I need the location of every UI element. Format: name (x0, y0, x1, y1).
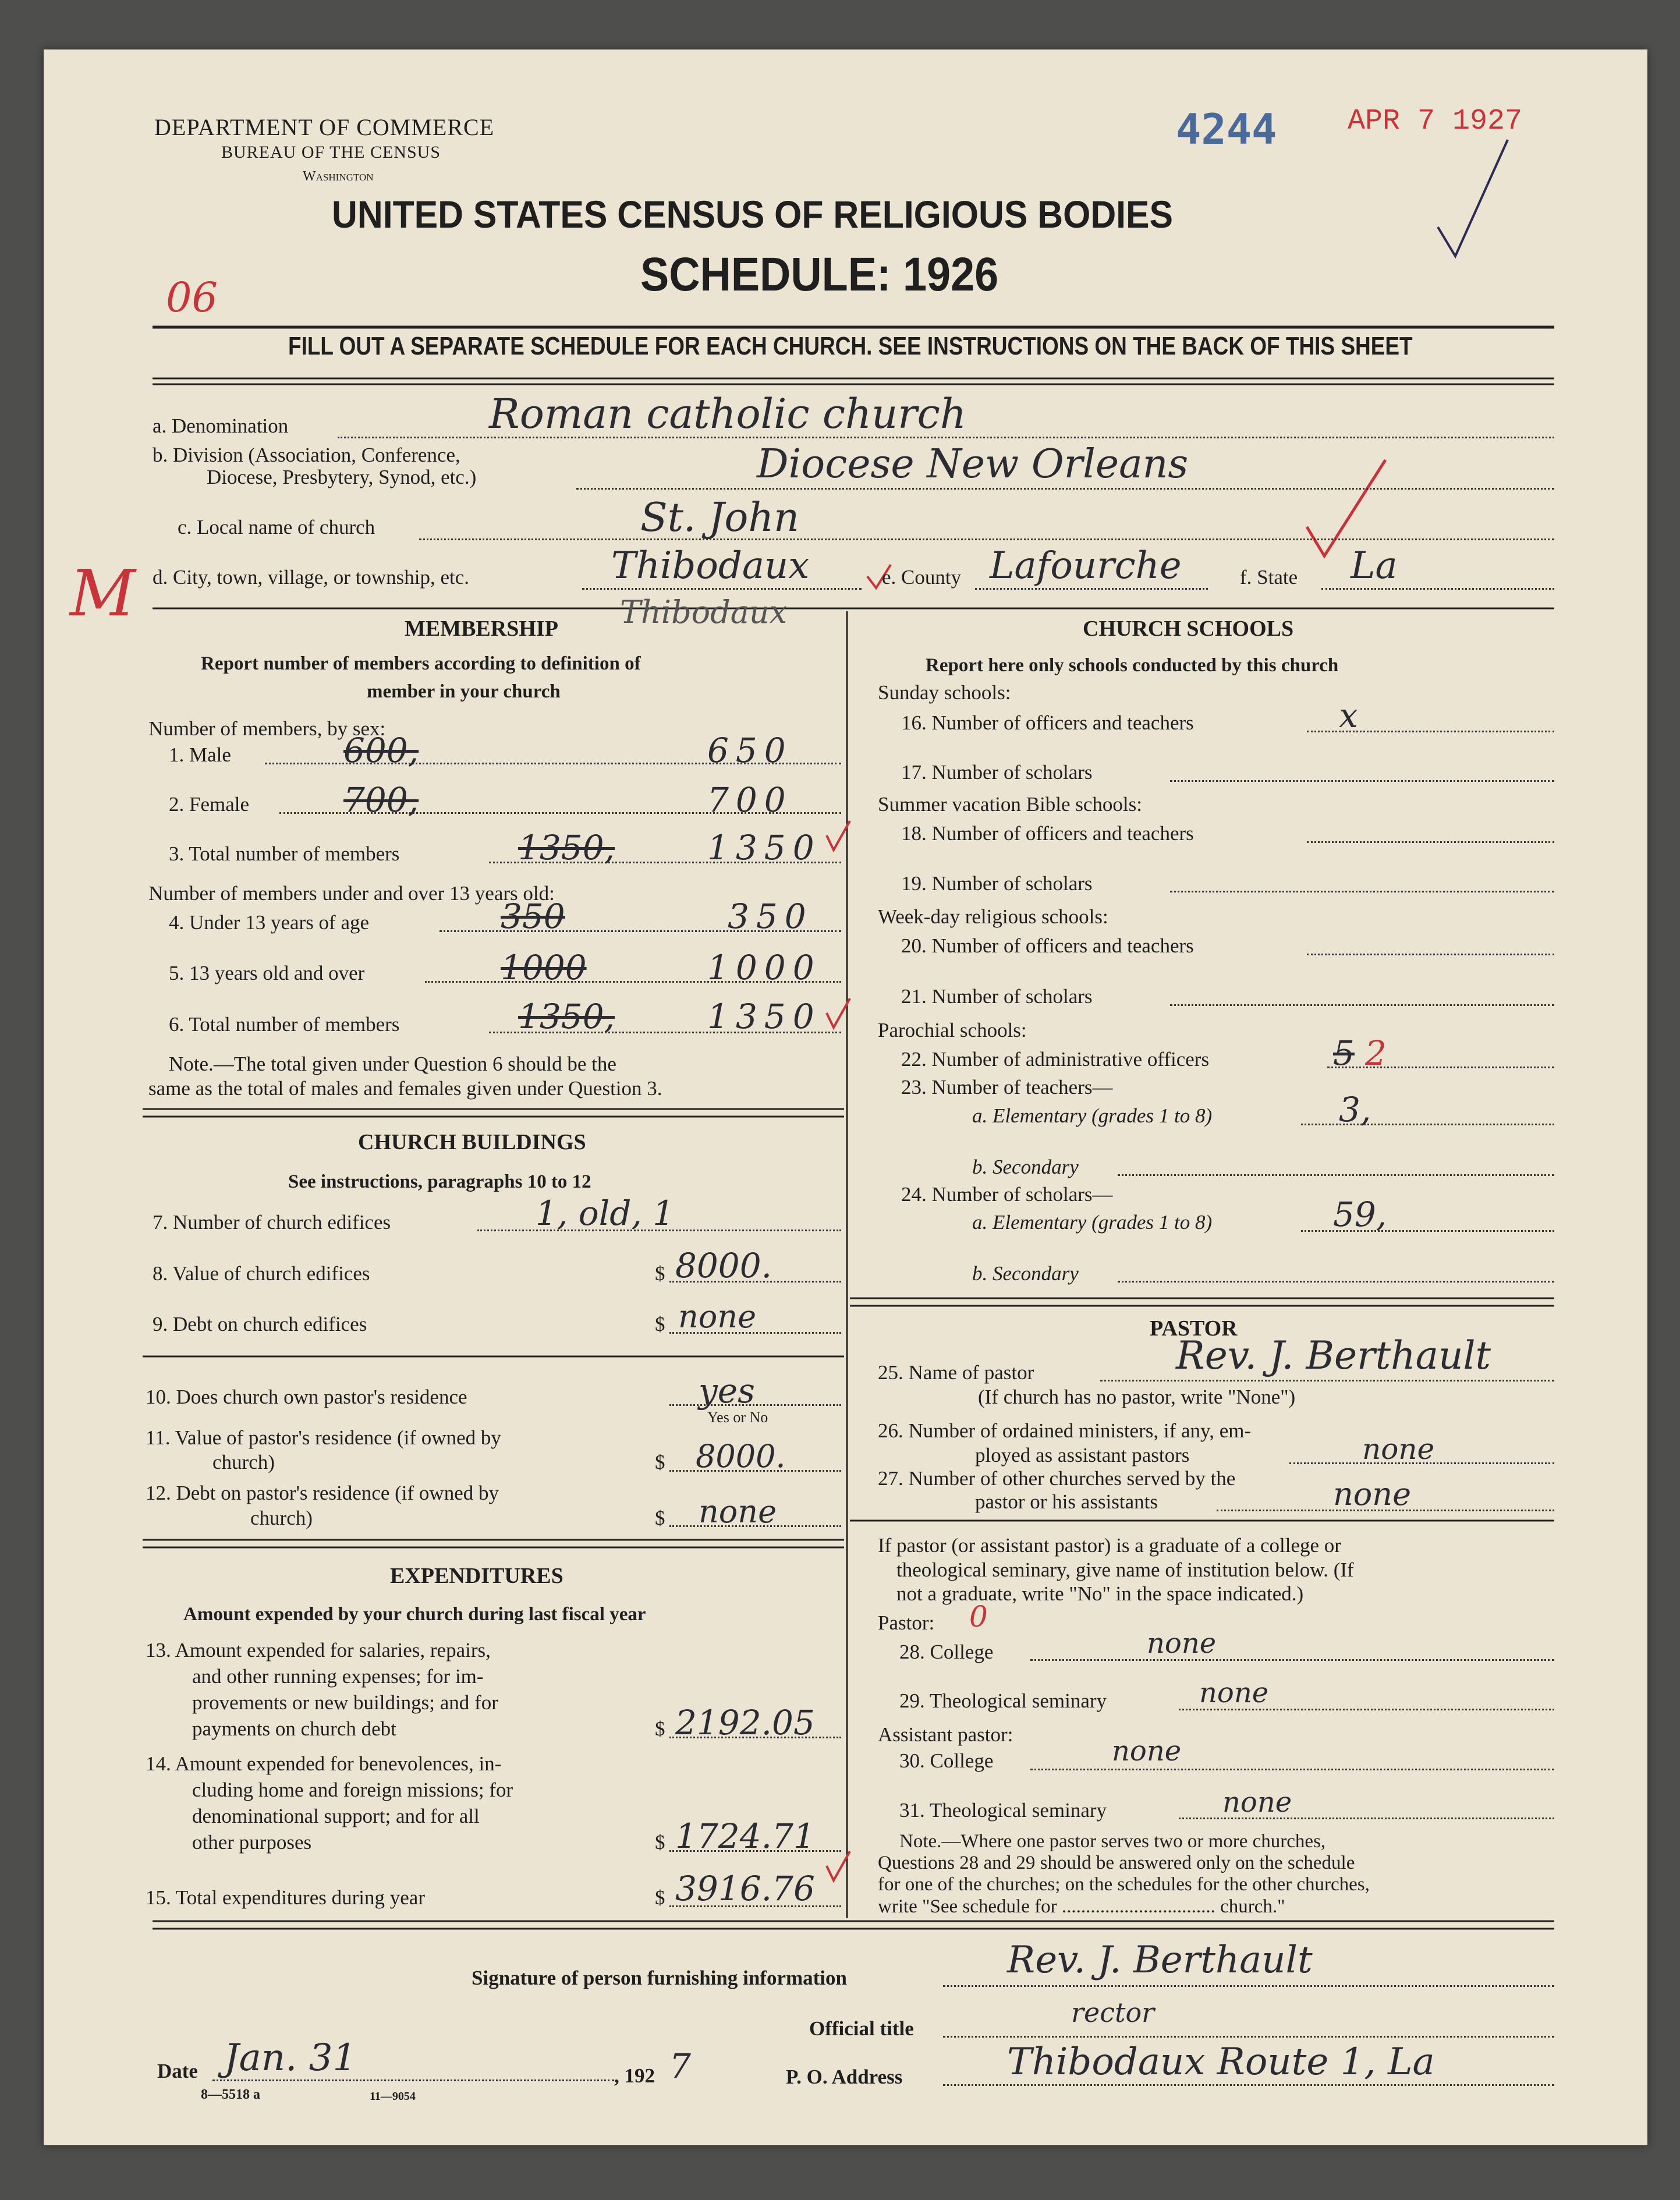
q3-label: 3. Total number of members (169, 842, 400, 865)
q12-value: none (699, 1493, 777, 1530)
q4-value: 350 (728, 897, 813, 936)
division-value: Diocese New Orleans (757, 441, 1189, 487)
q27-label-1: 27. Number of other churches served by the (878, 1467, 1236, 1490)
q8-label: 8. Value of church edifices (153, 1262, 370, 1285)
print-number: 11—9054 (370, 2090, 416, 2103)
q21-label: 21. Number of scholars (901, 985, 1093, 1008)
county-value: Lafourche (990, 544, 1182, 587)
expenditures-sub: Amount expended by your church during last fiscal year (183, 1604, 646, 1625)
q19-label: 19. Number of scholars (901, 872, 1093, 895)
q25-note: (If church has no pastor, write "None") (978, 1386, 1296, 1408)
pastor-note-1: Note.—Where one pastor serves two or more churches, (899, 1831, 1326, 1852)
pastor-heading: PASTOR (1150, 1316, 1238, 1341)
q14-line-2: cluding home and foreign missions; for (192, 1779, 513, 1801)
q1-old-value: 600, (343, 731, 419, 770)
parochial-schools-label: Parochial schools: (878, 1019, 1027, 1041)
yes-or-no-hint: Yes or No (707, 1409, 768, 1426)
q27-value: none (1333, 1476, 1412, 1512)
q13-line-1: 13. Amount expended for salaries, repairs, (146, 1639, 491, 1661)
schools-sub: Report here only schools conducted by this church (926, 655, 1339, 676)
pastor-label: Pastor: (878, 1611, 935, 1634)
membership-note-1: Note.—The total given under Question 6 should be the (169, 1053, 616, 1075)
q9-dollar: $ (655, 1313, 665, 1335)
q1-value: 650 (707, 731, 793, 770)
pastor-note-4: write "See schedule for ................................ church." (878, 1896, 1285, 1917)
state-label: f. State (1240, 566, 1298, 589)
q24b-label: b. Secondary (972, 1262, 1079, 1285)
q1-label: 1. Male (169, 743, 231, 766)
stamp-date: APR 7 1927 (1348, 105, 1523, 138)
q10-label: 10. Does church own pastor's residence (146, 1386, 467, 1408)
q11-label-1: 11. Value of pastor's residence (if owned by (146, 1426, 501, 1449)
state-value: La (1351, 544, 1398, 587)
q22-red-value: 2 (1365, 1033, 1387, 1073)
bureau-city: Washington (303, 169, 374, 184)
denomination-value: Roman catholic church (489, 390, 966, 438)
q5-label: 5. 13 years old and over (169, 962, 365, 984)
graduate-note-2: theological seminary, give name of institution below. (If (896, 1558, 1354, 1581)
q14-value: 1724.71 (675, 1816, 815, 1856)
city-extra: Thibodaux (620, 594, 788, 630)
q25-label: 25. Name of pastor (878, 1361, 1034, 1384)
q14-line-4: other purposes (192, 1831, 312, 1854)
q16-label: 16. Number of officers and teachers (901, 711, 1194, 734)
membership-sub-2: member in your church (367, 681, 561, 702)
q22-value: 5 (1333, 1033, 1355, 1073)
q26-label-1: 26. Number of ordained ministers, if any, em- (878, 1419, 1252, 1442)
pastor-mark: 0 (969, 1600, 988, 1634)
sunday-schools-label: Sunday schools: (878, 681, 1011, 704)
q27-label-2: pastor or his assistants (975, 1490, 1158, 1513)
q9-value: none (678, 1298, 757, 1335)
q6-old-value: 1350, (518, 997, 615, 1036)
county-label: e. County (882, 566, 962, 589)
q14-dollar: $ (655, 1831, 665, 1854)
q11-dollar: $ (655, 1451, 665, 1473)
assistant-pastor-label: Assistant pastor: (878, 1723, 1013, 1746)
separate-schedule-instruction: FILL OUT A SEPARATE SCHEDULE FOR EACH CHURCH. SEE INSTRUCTIONS ON THE BACK OF THIS SHEET (288, 332, 1413, 360)
q26-value: none (1362, 1432, 1435, 1466)
bureau-name: BUREAU OF THE CENSUS (221, 143, 441, 162)
division-label-1: b. Division (Association, Conference, (153, 444, 460, 466)
q15-value: 3916.76 (675, 1869, 815, 1908)
q12-label-1: 12. Debt on pastor's residence (if owned by (146, 1482, 499, 1504)
buildings-sub: See instructions, paragraphs 10 to 12 (288, 1171, 591, 1192)
q2-old-value: 700, (343, 780, 419, 820)
q12-dollar: $ (655, 1507, 665, 1529)
q2-value: 700 (707, 780, 793, 820)
official-title-label: Official title (809, 2017, 914, 2040)
q24a-value: 59, (1333, 1195, 1387, 1234)
q30-label: 30. College (899, 1749, 994, 1772)
q31-value: none (1222, 1786, 1292, 1819)
q17-label: 17. Number of scholars (901, 761, 1093, 784)
city-label: d. City, town, village, or township, etc. (153, 566, 470, 589)
membership-sub-1: Report number of members according to definition of (201, 653, 641, 674)
weekday-schools-label: Week-day religious schools: (878, 905, 1108, 928)
q13-line-4: payments on church debt (192, 1717, 396, 1740)
date-year-digit: 7 (669, 2046, 691, 2086)
q13-line-3: provements or new buildings; and for (192, 1691, 498, 1714)
pastor-note-3: for one of the churches; on the schedules for the other churches, (878, 1874, 1370, 1895)
q23a-value: 3, (1339, 1090, 1371, 1129)
q6-label: 6. Total number of members (169, 1013, 400, 1036)
red-mark: 06 (166, 274, 218, 321)
date-label: Date (157, 2060, 198, 2082)
q14-line-3: denominational support; and for all (192, 1805, 480, 1827)
date-value: Jan. 31 (224, 2036, 357, 2079)
q11-label-2: church) (212, 1451, 275, 1473)
q6-value: 1350 (707, 997, 821, 1036)
red-m-mark: M (70, 556, 136, 630)
division-label-2: Diocese, Presbytery, Synod, etc.) (207, 466, 477, 488)
q20-label: 20. Number of officers and teachers (901, 934, 1194, 957)
q24-label: 24. Number of scholars— (901, 1183, 1113, 1206)
q11-value: 8000. (696, 1438, 786, 1475)
local-name-label: c. Local name of church (178, 516, 375, 539)
q23b-label: b. Secondary (972, 1156, 1079, 1178)
q8-dollar: $ (655, 1262, 665, 1285)
signature-label: Signature of person furnishing information (472, 1967, 847, 1989)
q15-label: 15. Total expenditures during year (146, 1886, 425, 1909)
q30-value: none (1112, 1735, 1182, 1767)
q9-label: 9. Debt on church edifices (153, 1313, 367, 1335)
q14-line-1: 14. Amount expended for benevolences, in- (146, 1752, 502, 1775)
q3-old-value: 1350, (518, 828, 615, 867)
q5-old-value: 1000 (501, 948, 587, 987)
q10-value: yes (699, 1371, 755, 1411)
schools-heading: CHURCH SCHOOLS (1083, 617, 1294, 641)
q4-old-value: 350 (501, 897, 565, 936)
q28-value: none (1147, 1627, 1217, 1660)
signature-value: Rev. J. Berthault (1007, 1939, 1313, 1982)
q7-value: 1, old, 1 (536, 1193, 675, 1233)
local-name-value: St. John (640, 495, 799, 541)
city-value: Thibodaux (611, 544, 810, 587)
q25-value: Rev. J. Berthault (1176, 1333, 1491, 1378)
date-year-prefix: , 192 (614, 2064, 655, 2087)
q29-value: none (1199, 1677, 1269, 1709)
q15-dollar: $ (655, 1886, 665, 1909)
form-title: UNITED STATES CENSUS OF RELIGIOUS BODIES (332, 193, 1174, 236)
members-by-sex-label: Number of members, by sex: (148, 717, 386, 740)
schedule-title: SCHEDULE: 1926 (640, 248, 999, 301)
q26-label-2: ployed as assistant pastors (975, 1444, 1190, 1466)
q4-label: 4. Under 13 years of age (169, 911, 370, 934)
q23-label: 23. Number of teachers— (901, 1076, 1113, 1099)
q31-label: 31. Theological seminary (899, 1799, 1107, 1822)
department-name: DEPARTMENT OF COMMERCE (154, 114, 495, 140)
under-over-label: Number of members under and over 13 years old: (148, 882, 555, 905)
po-address-label: P. O. Address (786, 2066, 903, 2088)
form-number: 8—5518 a (201, 2087, 260, 2102)
denomination-label: a. Denomination (153, 415, 289, 437)
q3-value: 1350 (707, 828, 821, 867)
graduate-note-1: If pastor (or assistant pastor) is a graduate of a college or (878, 1534, 1341, 1557)
q28-label: 28. College (899, 1641, 994, 1663)
q29-label: 29. Theological seminary (899, 1689, 1107, 1712)
stamp-number: 4244 (1176, 105, 1277, 154)
official-title-value: rector (1071, 1997, 1155, 2028)
graduate-note-3: not a graduate, write "No" in the space indicated.) (896, 1582, 1304, 1605)
q18-label: 18. Number of officers and teachers (901, 822, 1194, 845)
po-address-value: Thibodaux Route 1, La (1007, 2040, 1435, 2084)
q16-value: x (1339, 696, 1358, 735)
membership-note-2: same as the total of males and females given under Question 3. (148, 1077, 662, 1100)
q8-value: 8000. (675, 1246, 772, 1285)
q7-label: 7. Number of church edifices (153, 1211, 391, 1234)
q12-label-2: church) (250, 1507, 313, 1529)
q23a-label: a. Elementary (grades 1 to 8) (972, 1104, 1213, 1127)
expenditures-heading: EXPENDITURES (390, 1564, 563, 1588)
q13-line-2: and other running expenses; for im- (192, 1665, 484, 1688)
pastor-note-2: Questions 28 and 29 should be answered only on the schedule (878, 1852, 1355, 1873)
q24a-label: a. Elementary (grades 1 to 8) (972, 1211, 1213, 1234)
q5-value: 1000 (707, 948, 821, 987)
q13-dollar: $ (655, 1717, 665, 1740)
membership-heading: MEMBERSHIP (405, 617, 558, 641)
buildings-heading: CHURCH BUILDINGS (358, 1130, 586, 1154)
q13-value: 2192.05 (675, 1703, 815, 1742)
q22-label: 22. Number of administrative officers (901, 1048, 1210, 1071)
q2-label: 2. Female (169, 793, 250, 816)
summer-schools-label: Summer vacation Bible schools: (878, 793, 1142, 816)
